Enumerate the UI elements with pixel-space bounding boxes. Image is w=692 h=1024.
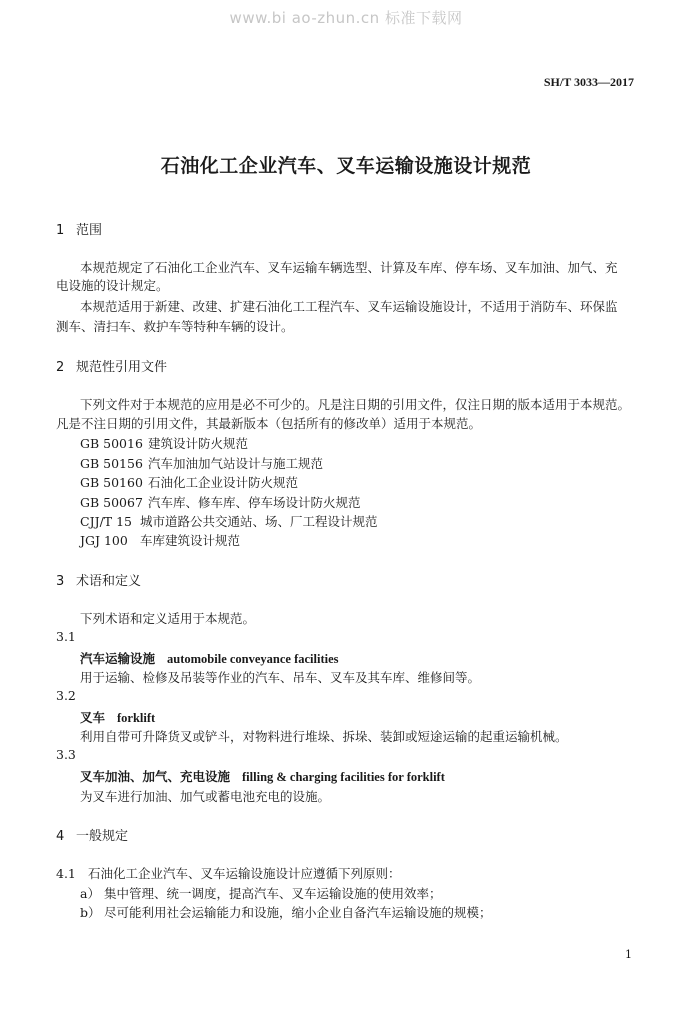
section-3-heading — [56, 570, 141, 589]
list-item — [80, 903, 492, 921]
section-title: 范围 — [76, 223, 103, 238]
term-cn: 汽车运输设施 — [80, 651, 156, 666]
term-number: 3.1 — [56, 629, 76, 644]
reference-item — [80, 512, 378, 530]
reference-code: JGJ 100 — [80, 533, 128, 548]
paragraph-line: 本规范适用于新建、改建、扩建石油化工工程汽车、叉车运输设施设计，不适用于消防车、环保监 — [80, 299, 618, 314]
reference-code: GB 50016 — [80, 436, 143, 451]
reference-name: 汽车库、修车库、停车场设计防火规范 — [148, 495, 361, 510]
paragraph-line: 本规范规定了石油化工企业汽车、叉车运输车辆选型、计算及车库、停车场、叉车加油、加气、充 — [80, 260, 618, 275]
reference-code: GB 50067 — [80, 495, 143, 510]
paragraph-line: 下列术语和定义适用于本规范。 — [80, 611, 256, 626]
term-definition: 用于运输、检修及吊装等作业的汽车、吊车、叉车及其车库、维修间等。 — [80, 670, 481, 685]
section-number: 4 — [56, 829, 65, 844]
reference-name: 城市道路公共交通站、场、厂工程设计规范 — [140, 514, 378, 529]
list-text: 尽可能利用社会运输能力和设施，缩小企业自备汽车运输设施的规模； — [104, 905, 492, 920]
term-cn: 叉车加油、加气、充电设施 — [80, 769, 231, 784]
reference-name: 石油化工企业设计防火规范 — [148, 475, 299, 490]
term-en: forklift — [117, 711, 156, 725]
section-title: 术语和定义 — [76, 574, 142, 589]
term-definition: 利用自带可升降货叉或铲斗，对物料进行堆垛、拆垛、装卸或短途运输的起重运输机械。 — [80, 729, 568, 744]
paragraph-line: 测车、清扫车、救护车等特种车辆的设计。 — [56, 319, 294, 334]
term-en: automobile conveyance facilities — [167, 652, 339, 666]
section-title: 一般规定 — [76, 829, 129, 844]
reference-item — [80, 434, 248, 452]
list-item — [80, 884, 442, 902]
reference-code: GB 50160 — [80, 475, 143, 490]
clause-text: 石油化工企业汽车、叉车运输设施设计应遵循下列原则： — [88, 866, 401, 881]
list-text: 集中管理、统一调度，提高汽车、叉车运输设施的使用效率； — [104, 886, 442, 901]
watermark: www.bi ao-zhun.cn 标准下载网 — [229, 9, 463, 27]
term-definition: 为叉车进行加油、加气或蓄电池充电的设施。 — [80, 789, 331, 804]
reference-code: GB 50156 — [80, 456, 143, 471]
clause-4-1 — [56, 864, 401, 882]
clause-number: 4.1 — [56, 866, 76, 881]
term-number: 3.3 — [56, 747, 76, 762]
term-heading — [80, 708, 155, 726]
document-title: 石油化工企业汽车、叉车运输设施设计规范 — [160, 155, 532, 177]
paragraph-line: 电设施的设计规定。 — [56, 278, 169, 293]
reference-code: CJJ/T 15 — [80, 514, 133, 529]
term-en: filling & charging facilities for forklift — [242, 770, 445, 784]
section-number: 3 — [56, 574, 65, 589]
reference-item — [80, 493, 361, 511]
list-label: b） — [80, 905, 101, 920]
reference-item — [80, 454, 323, 472]
section-title: 规范性引用文件 — [76, 360, 168, 375]
paragraph-line: 下列文件对于本规范的应用是必不可少的。凡是注日期的引用文件，仅注日期的版本适用于本规范。 — [80, 397, 631, 412]
section-4-heading — [56, 825, 128, 844]
page-number: 1 — [625, 948, 632, 961]
term-heading — [80, 767, 445, 785]
reference-name: 车库建筑设计规范 — [140, 533, 241, 548]
list-label: a） — [80, 886, 100, 901]
term-heading — [80, 649, 339, 667]
reference-name: 汽车加油加气站设计与施工规范 — [148, 456, 324, 471]
section-number: 2 — [56, 360, 65, 375]
term-number: 3.2 — [56, 688, 76, 703]
term-cn: 叉车 — [80, 710, 106, 725]
reference-item — [80, 531, 240, 549]
document-number: SH/T 3033—2017 — [543, 75, 634, 89]
paragraph-line: 凡是不注日期的引用文件，其最新版本（包括所有的修改单）适用于本规范。 — [56, 416, 482, 431]
reference-name: 建筑设计防火规范 — [148, 436, 249, 451]
reference-item — [80, 473, 298, 491]
section-1-heading — [56, 219, 102, 238]
section-number: 1 — [56, 223, 65, 238]
section-2-heading — [56, 356, 167, 375]
